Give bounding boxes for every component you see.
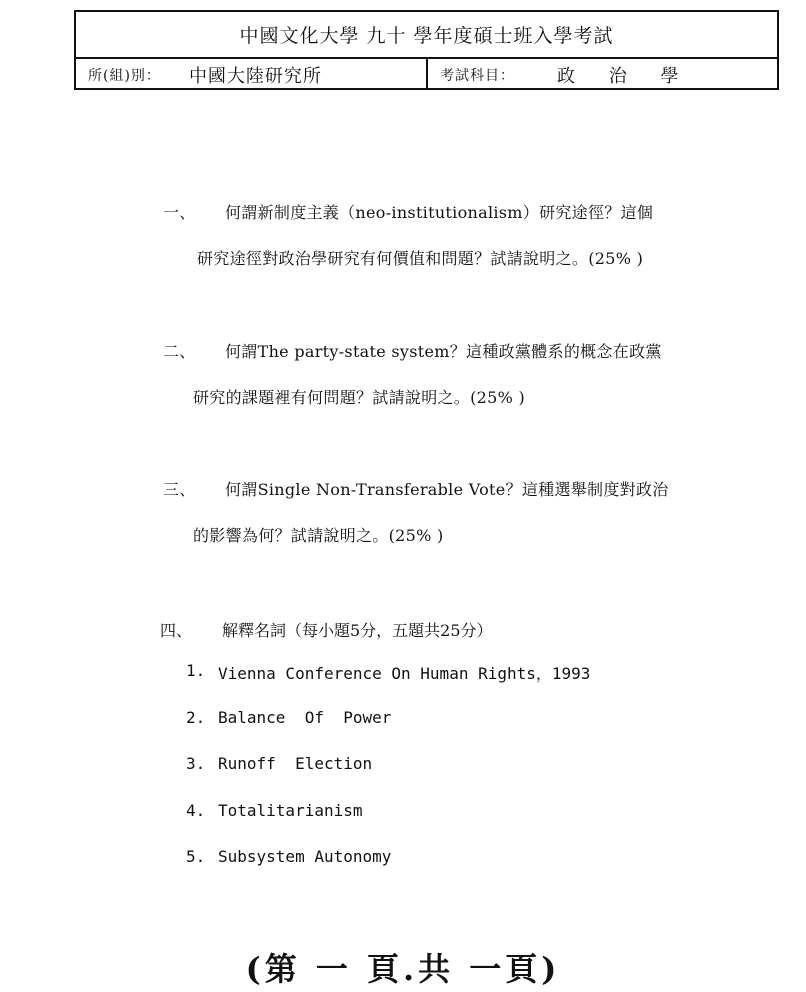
exam-title-row bbox=[76, 12, 777, 59]
question-text-line1: 何謂Single Non-Transferable Vote？這種選舉制度對政治 bbox=[225, 480, 669, 499]
term-text: Vienna Conference On Human Rights，1993 bbox=[218, 664, 591, 683]
term-text: Totalitarianism bbox=[218, 800, 363, 820]
question-text-line1: 何謂The party-state system？這種政黨體系的概念在政黨 bbox=[225, 342, 662, 361]
subject-cell bbox=[428, 59, 777, 90]
term-number: 4. bbox=[186, 800, 206, 820]
question-number: 一、 bbox=[163, 203, 196, 222]
department-cell bbox=[76, 59, 428, 90]
question-text-line1: 何謂新制度主義（neo-institutionalism）研究途徑？這個 bbox=[225, 203, 654, 222]
page-footer: (第 一 頁.共 一頁) bbox=[245, 950, 561, 988]
question-number: 四、 bbox=[160, 621, 193, 640]
department-label: 所(組)別： bbox=[88, 67, 161, 84]
exam-title: 中國文化大學 九十 學年度碩士班入學考試 bbox=[239, 25, 614, 47]
question-text-line1: 解釋名詞（每小題5分，五題共25分） bbox=[222, 621, 493, 640]
term-item bbox=[186, 708, 590, 755]
term-item bbox=[186, 801, 590, 848]
term-text: Runoff Election bbox=[218, 754, 373, 773]
question-text-line2: 研究途徑對政治學研究有何價值和問題？試請說明之。(25% ) bbox=[197, 249, 644, 268]
exam-header-table bbox=[74, 10, 779, 90]
term-text: Balance Of Power bbox=[218, 707, 392, 727]
term-text: Subsystem Autonomy bbox=[218, 847, 392, 866]
term-item bbox=[186, 754, 590, 801]
term-number: 1. bbox=[186, 661, 206, 680]
term-item bbox=[186, 661, 590, 708]
term-number: 5. bbox=[186, 847, 206, 866]
subject-label: 考試科目： bbox=[440, 67, 515, 84]
subject-value: 政 治 學 bbox=[557, 65, 693, 87]
question-number: 三、 bbox=[163, 480, 196, 499]
question-number: 二、 bbox=[163, 342, 196, 361]
term-item bbox=[186, 847, 590, 894]
term-list bbox=[186, 661, 590, 894]
question-text-line2: 研究的課題裡有何問題？試請說明之。(25% ) bbox=[193, 388, 526, 407]
department-value: 中國大陸研究所 bbox=[188, 65, 322, 87]
question-text-line2: 的影響為何？試請說明之。(25% ) bbox=[193, 526, 444, 545]
term-number: 3. bbox=[186, 754, 206, 773]
term-number: 2. bbox=[186, 707, 206, 727]
exam-info-row bbox=[76, 59, 777, 90]
